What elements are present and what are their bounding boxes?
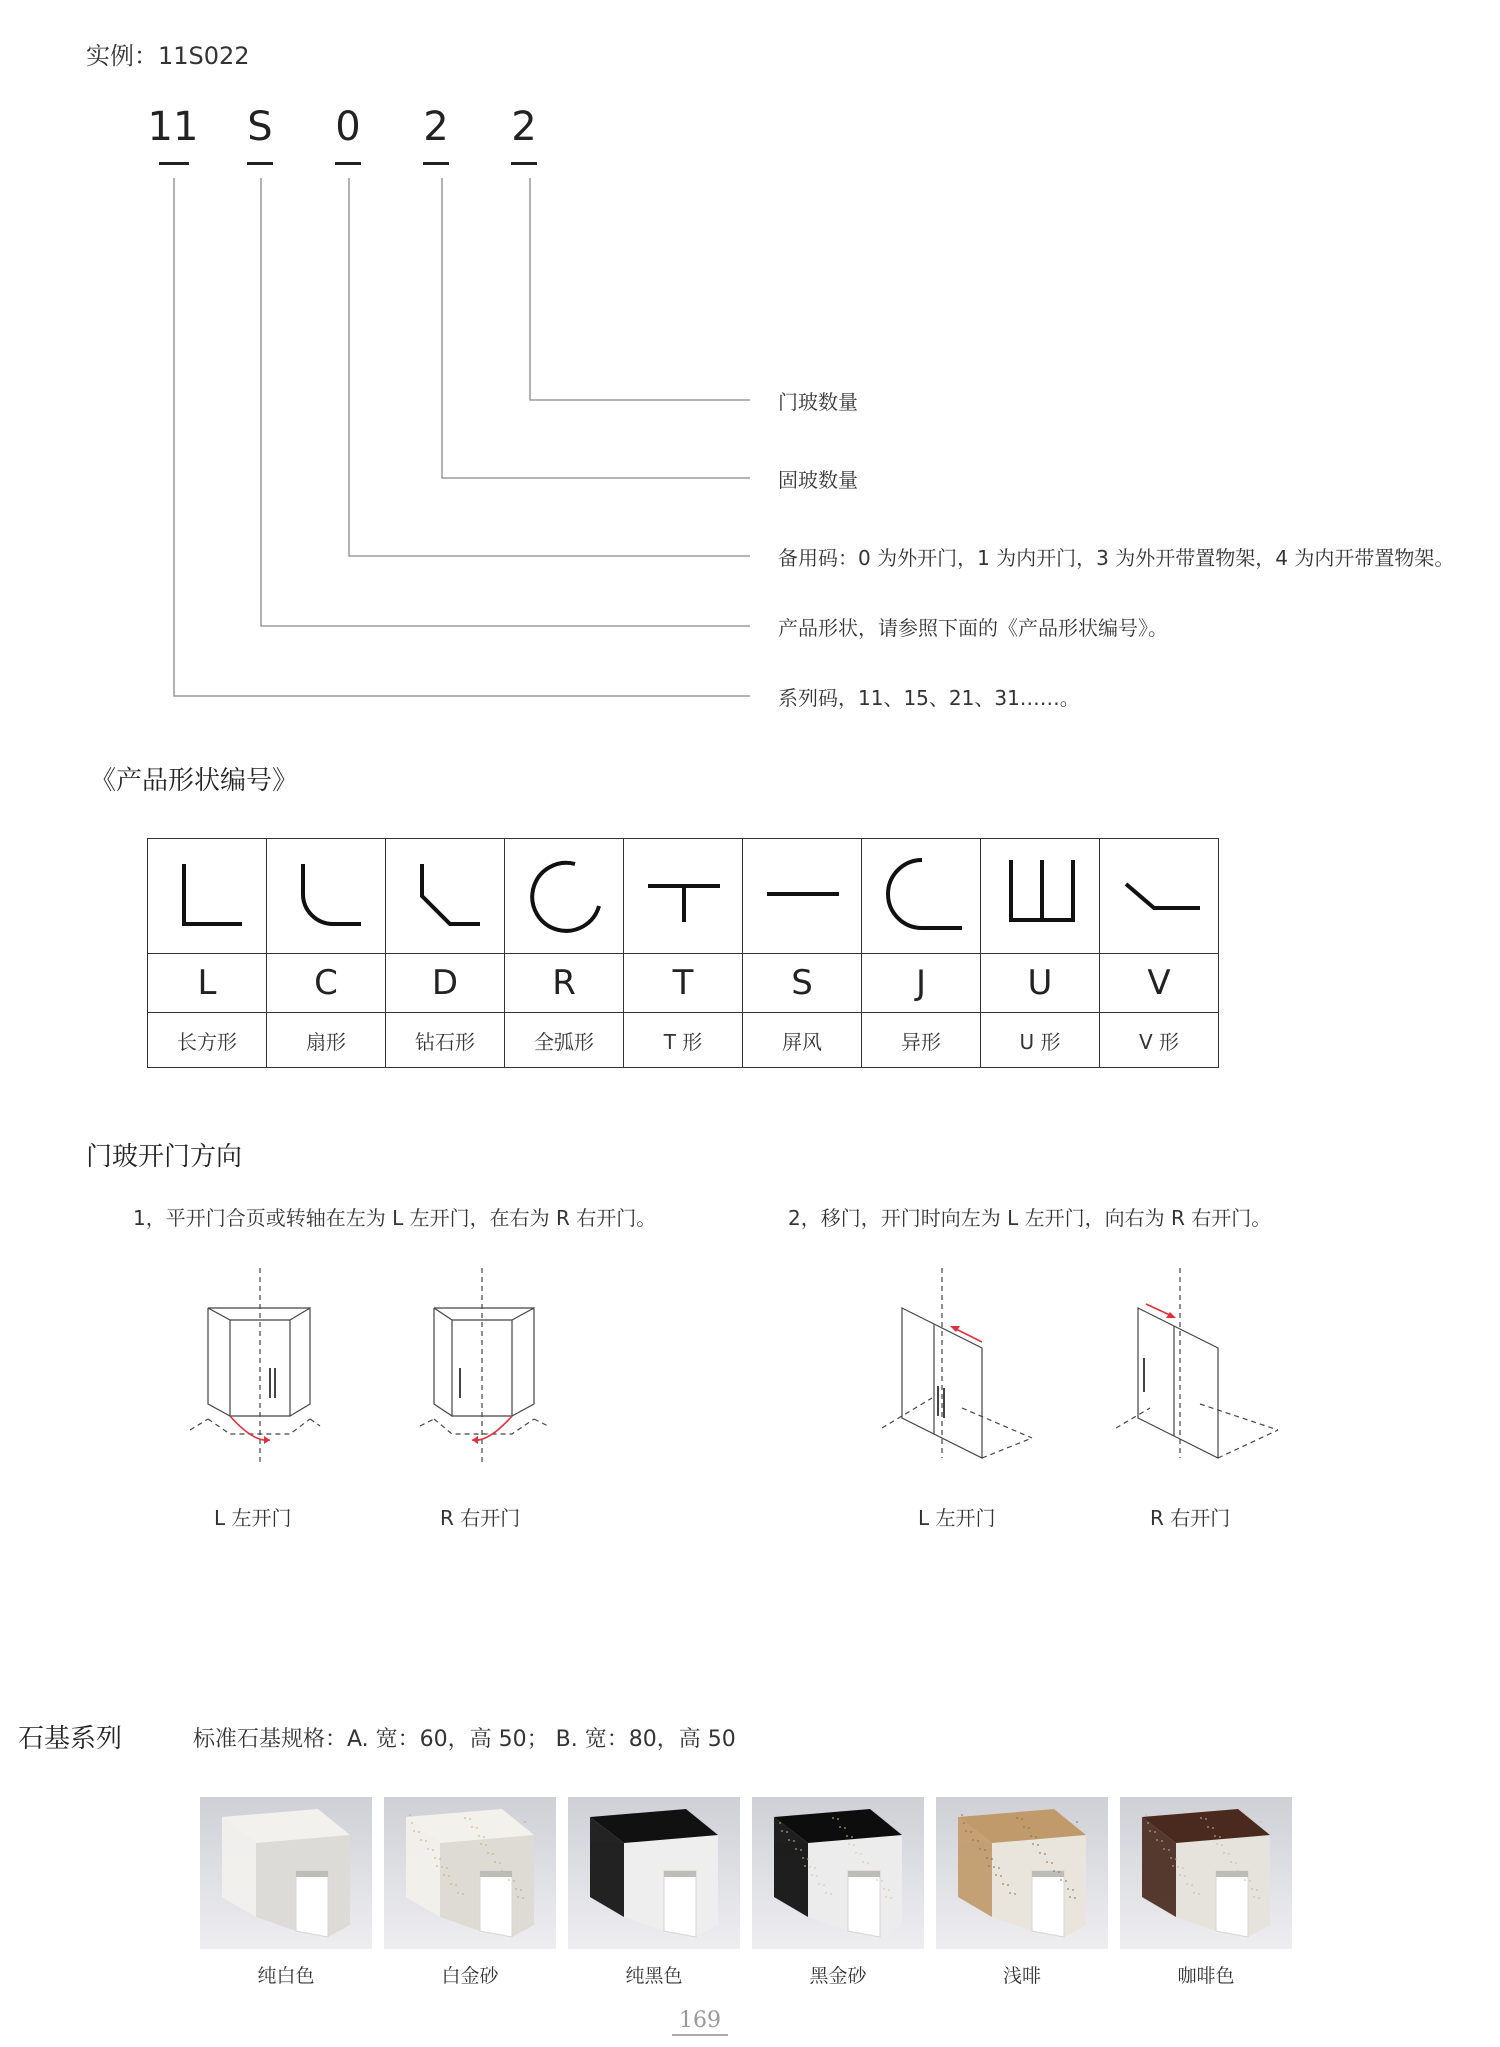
stone-spec: 标准石基规格：A. 宽：60，高 50； B. 宽：80，高 50 [193,1727,736,1752]
screen-line-icon [757,854,847,934]
explanation-door-count: 门玻数量 [778,390,858,414]
leader-door-count [530,178,750,400]
leader-shape-code [261,178,750,626]
explanation-series-code: 系列码，11、15、21、31……。 [778,686,1080,710]
explanation-fixed-count: 固玻数量 [778,468,858,492]
leader-spare-code [349,178,750,556]
code-char-door: 2 [511,104,537,150]
code-char-shape: S [247,104,273,150]
j-shape-icon [876,854,966,934]
caption-sliding-right: R 右开门 [1150,1506,1231,1530]
shape-name: V 形 [1100,1013,1219,1068]
code-char-spare: 0 [335,104,361,150]
shape-cell [386,839,505,954]
shape-code-table [147,838,1219,1068]
shape-code: V [1100,954,1219,1013]
shape-name: 异形 [862,1013,981,1068]
stone-swatch-6 [1120,1797,1292,1949]
v-shape-icon [1114,854,1204,934]
shape-cell [1100,839,1219,954]
explanation-spare-code: 备用码：0 为外开门，1 为内开门，3 为外开带置物架，4 为内开带置物架。 [778,546,1455,570]
code-leader-lines [0,0,1500,720]
shape-code: D [386,954,505,1013]
shape-code: R [505,954,624,1013]
leader-fixed-count [442,178,750,478]
stone-swatch-4 [752,1797,924,1949]
page-number-underline [672,2034,728,2036]
shape-name: 屏风 [743,1013,862,1068]
shape-table-title: 《产品形状编号》 [90,766,299,796]
stone-name: 黑金砂 [809,1965,867,1987]
explanation-shape-code: 产品形状，请参照下面的《产品形状编号》。 [778,616,1168,640]
code-char-fixed: 2 [423,104,449,150]
shape-cell [148,839,267,954]
quarter-round-shape-icon [281,854,371,934]
shape-name: U 形 [981,1013,1100,1068]
door-rule-sliding: 2，移门，开门时向左为 L 左开门，向右为 R 右开门。 [788,1206,1272,1230]
t-shape-icon [638,854,728,934]
shape-code: U [981,954,1100,1013]
door-section-title: 门玻开门方向 [86,1142,243,1172]
sliding-door-left-diagram [882,1268,1042,1488]
shape-code: C [267,954,386,1013]
stone-name: 纯白色 [257,1965,315,1987]
caption-swing-left: L 左开门 [214,1506,292,1530]
shape-code: T [624,954,743,1013]
stone-swatch-2 [384,1797,556,1949]
stone-name: 白金砂 [441,1965,499,1987]
stone-swatch-3 [568,1797,740,1949]
shape-code: L [148,954,267,1013]
stone-name: 咖啡色 [1177,1965,1235,1987]
shape-name: 扇形 [267,1013,386,1068]
shape-cell [981,839,1100,954]
diamond-shape-icon [400,854,490,934]
page-number: 169 [679,2008,721,2033]
shape-cell [743,839,862,954]
shape-name: T 形 [624,1013,743,1068]
u-shape-icon [995,854,1085,934]
stone-name: 纯黑色 [625,1965,683,1987]
shape-cell [267,839,386,954]
shape-code: J [862,954,981,1013]
caption-sliding-left: L 左开门 [918,1506,996,1530]
l-shape-icon [162,854,252,934]
door-rule-swing: 1，平开门合页或转轴在左为 L 左开门，在右为 R 右开门。 [133,1206,657,1230]
example-label: 实例：11S022 [86,42,250,70]
shape-name: 长方形 [148,1013,267,1068]
stone-swatch-5 [936,1797,1108,1949]
shape-name: 钻石形 [386,1013,505,1068]
caption-swing-right: R 右开门 [440,1506,521,1530]
swing-door-left-diagram [190,1268,330,1478]
shape-cell [624,839,743,954]
stone-section-title: 石基系列 [18,1724,123,1754]
swing-door-right-diagram [412,1268,552,1478]
shape-cell [505,839,624,954]
stone-swatch-1 [200,1797,372,1949]
shape-code: S [743,954,862,1013]
sliding-door-right-diagram [1110,1268,1290,1488]
shape-cell [862,839,981,954]
code-char-series: 11 [147,104,199,150]
stone-name: 浅啡 [1002,1965,1041,1987]
full-arc-shape-icon [519,854,609,934]
shape-name: 全弧形 [505,1013,624,1068]
